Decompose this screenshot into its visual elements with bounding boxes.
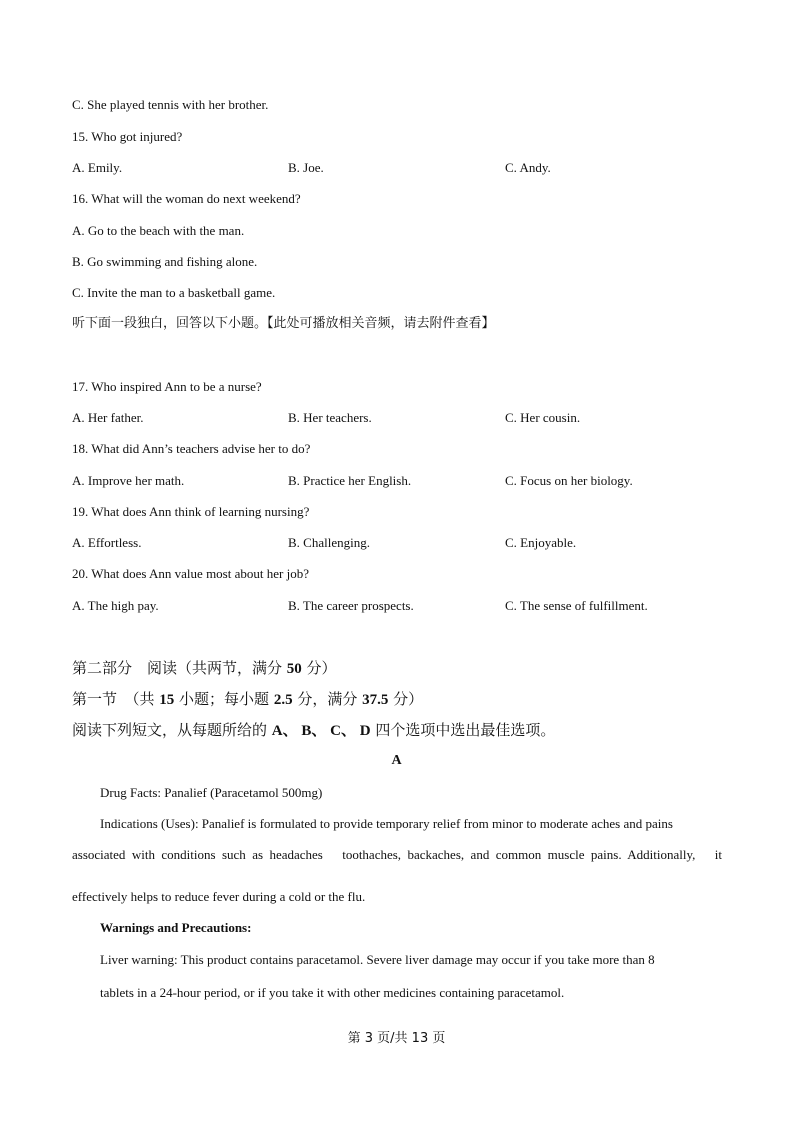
q16-option-c: C. Invite the man to a basketball game.	[72, 285, 276, 300]
question-15: 15. Who got injured?	[72, 129, 183, 144]
q17-option-a: A. Her father.	[72, 410, 144, 425]
indications-line-2: associated with conditions such as headaches toothaches, backaches, and common muscle pains. Additionally, it	[72, 847, 722, 862]
q16-option-b: B. Go swimming and fishing alone.	[72, 254, 258, 269]
indications-line-1: Indications (Uses): Panalief is formulated to provide temporary relief from minor to moderate aches and pains	[100, 816, 673, 831]
q15-option-a: A. Emily.	[72, 160, 123, 175]
part2-title-suffix: 分）	[301, 659, 337, 677]
drug-facts: Drug Facts: Panalief (Paracetamol 500mg)	[100, 785, 323, 800]
q14-option-c: C. She played tennis with her brother.	[72, 97, 269, 112]
q19-option-a: A. Effortless.	[72, 535, 142, 550]
question-16: 16. What will the woman do next weekend?	[72, 191, 301, 206]
q20-option-c: C. The sense of fulfillment.	[505, 598, 648, 613]
q20-option-a: A. The high pay.	[72, 598, 159, 613]
liver-warning-line-2: tablets in a 24-hour period, or if you take it with other medicines containing paracetamol.	[100, 985, 565, 1000]
page-footer: 第 3 页/共 13 页	[347, 1031, 446, 1046]
q15-option-c: C. Andy.	[505, 160, 551, 175]
reading-instruction	[72, 721, 555, 740]
q18-option-c: C. Focus on her biology.	[505, 473, 633, 488]
section1-mid: 小题；每小题	[174, 690, 274, 708]
question-20: 20. What does Ann value most about her job?	[72, 566, 309, 581]
q19-option-c: C. Enjoyable.	[505, 535, 577, 550]
question-18: 18. What did Ann’s teachers advise her to do?	[72, 441, 311, 456]
q16-option-a: A. Go to the beach with the man.	[72, 223, 245, 238]
section1-each: 2.5	[273, 692, 293, 708]
instruction-prefix: 阅读下列短文，从每题所给的	[72, 721, 272, 739]
section1-total: 37.5	[362, 692, 389, 708]
section1-prefix: 第一节 （共	[72, 690, 160, 708]
q19-option-b: B. Challenging.	[288, 535, 370, 550]
section1-mid2: 分，满分	[292, 690, 363, 708]
section1-title	[72, 690, 423, 709]
section1-count: 15	[159, 692, 175, 708]
monologue-instruction: 听下面一段独白，回答以下小题。【此处可播放相关音频，请去附件查看】	[72, 316, 495, 331]
instruction-suffix: 四个选项中选出最佳选项。	[370, 721, 556, 739]
part2-title-score: 50	[286, 661, 302, 677]
instruction-letters: A、 B、 C、 D	[271, 723, 371, 739]
part2-title-prefix: 第二部分 阅读（共两节，满分	[72, 659, 287, 677]
liver-warning-line-1: Liver warning: This product contains paracetamol. Severe liver damage may occur if you take more than 8	[100, 952, 655, 967]
question-17: 17. Who inspired Ann to be a nurse?	[72, 379, 262, 394]
q15-option-b: B. Joe.	[288, 160, 324, 175]
q17-option-c: C. Her cousin.	[505, 410, 581, 425]
indications-line-3: effectively helps to reduce fever during a cold or the flu.	[72, 889, 366, 904]
section1-suffix: 分）	[388, 690, 424, 708]
q18-option-a: A. Improve her math.	[72, 473, 185, 488]
passage-label: A	[391, 753, 402, 768]
warnings-heading: Warnings and Precautions:	[100, 920, 252, 935]
q18-option-b: B. Practice her English.	[288, 473, 412, 488]
q17-option-b: B. Her teachers.	[288, 410, 372, 425]
question-19: 19. What does Ann think of learning nursing?	[72, 504, 310, 519]
part2-title	[72, 659, 337, 678]
q20-option-b: B. The career prospects.	[288, 598, 414, 613]
